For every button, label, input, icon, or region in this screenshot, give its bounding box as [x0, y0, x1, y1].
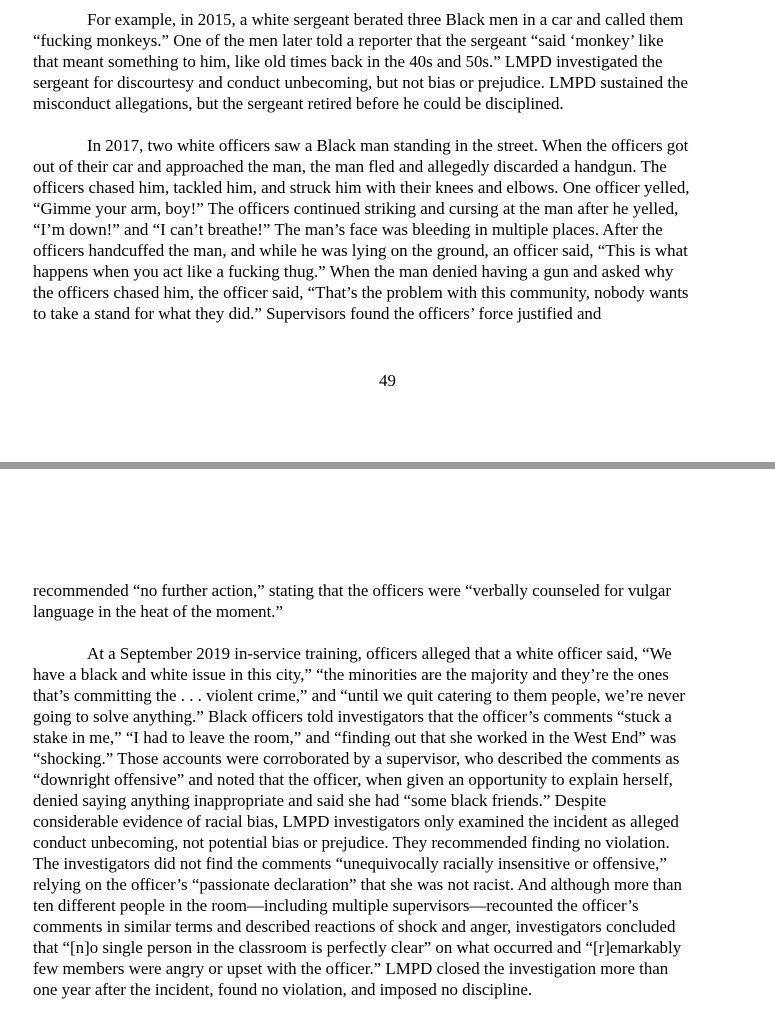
paragraph-continuation: recommended “no further action,” stating that the officers were “verbally counseled for vulgar language in the heat of the moment.” [33, 581, 671, 621]
page-body-text-continued [33, 580, 745, 1000]
page-body-text [33, 9, 745, 324]
paragraph-2019-training-incident: At a September 2019 in-service training, officers alleged that a white officer said, “We have a black and white issue in this city,” “the minorities are the majority and they’re the ones that’s committing the . . . violent crime,” and “until we quit catering to them people, we’re never going to solve anything.” Black officers told investigators that the officer’s comments “stuck a stake in me,” “I had to leave the room,” and “finding out that she worked in the West End” was “shocking.” Those accounts were corroborated by a supervisor, who described the comments as “downright offensive” and noted that the officer, when given an opportunity to explain herself, denied saying anything inappropriate and said she had “some black friends.” Despite considerable evidence of racial bias, LMPD investigators only examined the incident as alleged conduct unbecoming, not potential bias or prejudice. They recommended finding no violation. The investigators did not find the comments “unequivocally racially insensitive or offensive,” relying on the officer’s “passionate declaration” that she was not racist. And although more than ten different people in the room—including multiple supervisors—recounted the officer’s comments in similar terms and described reactions of shock and anger, investigators concluded that “[n]o single person in the classroom is perfectly clear” on what occurred and “[r]emarkably few members were angry or upset with the officer.” LMPD closed the investigation more than one year after the incident, found no violation, and imposed no discipline. [33, 644, 685, 999]
page-divider [0, 462, 775, 469]
paragraph-2015-sergeant-incident: For example, in 2015, a white sergeant berated three Black men in a car and called them “fucking monkeys.” One of the men later told a reporter that the sergeant “said ‘monkey’ like that meant something to him, like old times back in the 40s and 50s.” LMPD investigated the sergeant for discourtesy and conduct unbecoming, but not bias or prejudice. LMPD sustained the misconduct allegations, but the sergeant retired before he could be disciplined. [33, 10, 688, 113]
paragraph-2017-officers-incident: In 2017, two white officers saw a Black man standing in the street. When the officers got out of their car and approached the man, the man fled and allegedly discarded a handgun. The officers chased him, tackled him, and struck him with their knees and elbows. One officer yelled, “Gimme your arm, boy!” The officers continued striking and cursing at the man after he yelled, “I’m down!” and “I can’t breathe!” The man’s face was bleeding in multiple places. After the officers handcuffed the man, and while he was lying on the ground, an officer said, “This is what happens when you act like a fucking thug.” When the man denied having a gun and asked why the officers chased him, the officer said, “That’s the problem with this community, nobody wants to take a stand for what they did.” Supervisors found the officers’ force justified and [33, 136, 690, 323]
page-number: 49 [379, 371, 396, 390]
document-page-top [0, 0, 775, 462]
